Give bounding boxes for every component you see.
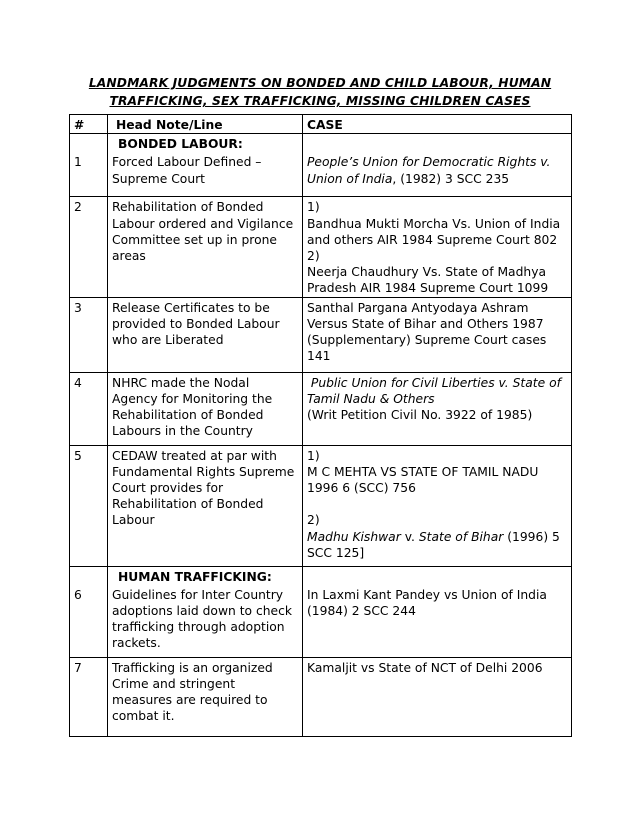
row-num: 3 (70, 297, 108, 372)
case-party-names: People’s Union for Democratic Rights v. Union of India (307, 155, 551, 186)
header-num: # (70, 115, 108, 134)
table-row (70, 372, 572, 445)
row-note: Rehabilitation of Bonded Labour ordered and Vigilance Committee set up in prone areas (108, 197, 303, 297)
document-title (70, 74, 570, 110)
row-case (303, 152, 572, 197)
row-case (303, 372, 572, 445)
header-case: CASE (303, 115, 572, 134)
case-party-names: State of Bihar (418, 529, 504, 544)
case-connector: v. (400, 529, 419, 544)
row-case: In Laxmi Kant Pandey vs Union of India (1984) 2 SCC 244 (303, 585, 572, 658)
row-num: 7 (70, 657, 108, 736)
case-citation: , (1982) 3 SCC 235 (392, 171, 510, 186)
title-line-2: TRAFFICKING, SEX TRAFFICKING, MISSING CHILDREN CASES (109, 94, 531, 108)
section-row-trafficking (70, 566, 572, 585)
row-num: 2 (70, 197, 108, 297)
header-note-label: Head Note/Line (116, 118, 223, 132)
section-title-bonded: BONDED LABOUR: (108, 134, 303, 153)
row-case (303, 197, 572, 297)
table-row (70, 152, 572, 197)
row-case (303, 445, 572, 566)
case-citation: (Writ Petition Civil No. 3922 of 1985) (307, 408, 533, 423)
table-row (70, 445, 572, 566)
row-num: 4 (70, 372, 108, 445)
row-note: Trafficking is an organized Crime and stringent measures are required to combat it. (108, 657, 303, 736)
case-citation: M C MEHTA VS STATE OF TAMIL NADU 1996 6 (SCC) 756 (307, 464, 539, 496)
case-number: 2) (307, 513, 320, 528)
case-number: 1) (307, 448, 320, 463)
section-title-trafficking: HUMAN TRAFFICKING: (108, 566, 303, 585)
row-num: 5 (70, 445, 108, 566)
row-note: Guidelines for Inter Country adoptions laid down to check trafficking through adoption rackets. (108, 585, 303, 658)
case-citation: Bandhua Mukti Morcha Vs. Union of India and others AIR 1984 Supreme Court 802 (307, 216, 561, 247)
row-num: 1 (70, 152, 108, 197)
row-case: Santhal Pargana Antyodaya Ashram Versus State of Bihar and Others 1987 (Supplementary) Supreme Court cases 141 (303, 297, 572, 372)
case-citation: Neerja Chaudhury Vs. State of Madhya Pradesh AIR 1984 Supreme Court 1099 (307, 265, 549, 296)
table-row (70, 657, 572, 736)
table-row (70, 585, 572, 658)
section-row-bonded (70, 134, 572, 153)
row-note: Release Certificates to be provided to Bonded Labour who are Liberated (108, 297, 303, 372)
case-number: 2) (307, 249, 320, 264)
row-num: 6 (70, 585, 108, 658)
table-row (70, 297, 572, 372)
judgments-table (69, 114, 572, 737)
row-note: Forced Labour Defined – Supreme Court (108, 152, 303, 197)
case-citation: (1996) 5 SCC 125] (307, 529, 560, 560)
header-note (108, 115, 303, 134)
table-header-row (70, 115, 572, 134)
case-party-names: Public Union for Civil Liberties v. State of Tamil Nadu & Others (307, 375, 561, 406)
case-party-names: Madhu Kishwar (307, 529, 401, 544)
table-row (70, 197, 572, 297)
row-note: NHRC made the Nodal Agency for Monitoring the Rehabilitation of Bonded Labours in the Country (108, 372, 303, 445)
row-case: Kamaljit vs State of NCT of Delhi 2006 (303, 657, 572, 736)
title-line-1: LANDMARK JUDGMENTS ON BONDED AND CHILD LABOUR, HUMAN (88, 76, 552, 90)
row-note: CEDAW treated at par with Fundamental Rights Supreme Court provides for Rehabilitation of Bonded Labour (108, 445, 303, 566)
case-number: 1) (307, 200, 320, 215)
